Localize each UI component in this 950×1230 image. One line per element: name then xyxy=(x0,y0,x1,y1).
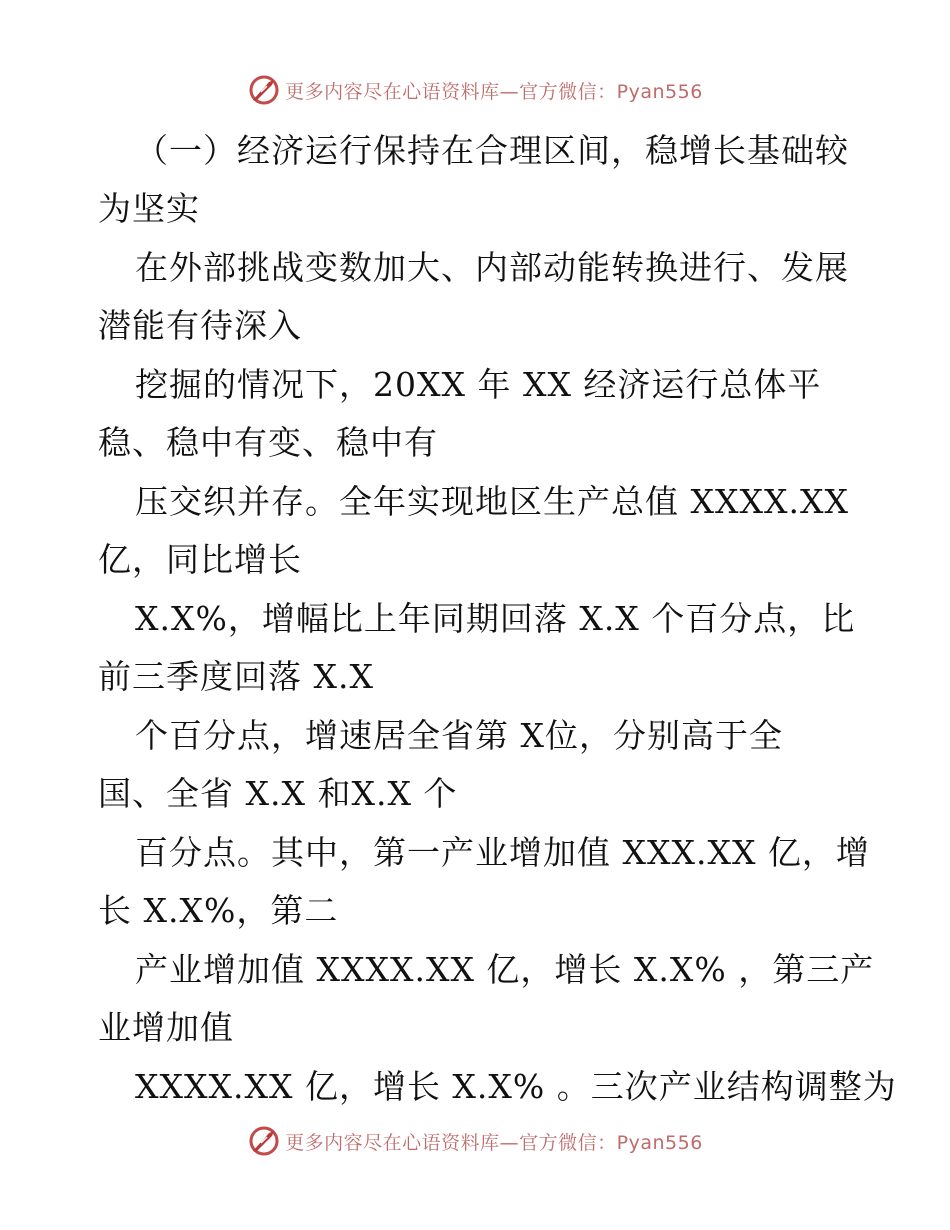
watermark-text: 更多内容尽在心语资料库—官方微信：Pyan556 xyxy=(285,80,703,103)
paragraph-line: X.X%，增幅比上年同期回落 X.X 个百分点，比 xyxy=(135,599,856,638)
quill-pen-logo-icon xyxy=(247,1124,281,1158)
paragraph-line: 挖掘的情况下，20XX 年 XX 经济运行总体平 xyxy=(135,365,822,404)
section-heading-continued: 为坚实 xyxy=(98,189,200,228)
paragraph-line: 业增加值 xyxy=(98,1008,234,1047)
paragraph-line: 长 X.X%，第二 xyxy=(98,891,339,930)
paragraph-line: 个百分点，增速居全省第 X位，分别高于全 xyxy=(135,716,783,755)
paragraph-line: 压交织并存。全年实现地区生产总值 XXXX.XX xyxy=(135,482,849,521)
paragraph-line: 百分点。其中，第一产业增加值 XXX.XX 亿，增 xyxy=(135,833,870,872)
watermark-text: 更多内容尽在心语资料库—官方微信：Pyan556 xyxy=(285,1131,703,1154)
quill-pen-logo-icon xyxy=(247,73,281,107)
header-watermark xyxy=(0,70,950,110)
section-heading: （一）经济运行保持在合理区间，稳增长基础较 xyxy=(135,131,849,170)
paragraph-line: XXXX.XX 亿，增长 X.X% 。三次产业结构调整为 xyxy=(135,1067,897,1106)
paragraph-line: 潜能有待深入 xyxy=(98,306,302,345)
paragraph-line: 在外部挑战变数加大、内部动能转换进行、发展 xyxy=(135,248,849,287)
paragraph-line: 国、全省 X.X 和X.X 个 xyxy=(98,774,458,813)
paragraph-line: 稳、稳中有变、稳中有 xyxy=(98,423,438,462)
paragraph-line: 产业增加值 XXXX.XX 亿，增长 X.X% ，第三产 xyxy=(135,950,875,989)
paragraph-line: 亿，同比增长 xyxy=(98,540,302,579)
footer-watermark xyxy=(0,1121,950,1161)
paragraph-line: 前三季度回落 X.X xyxy=(98,657,374,696)
